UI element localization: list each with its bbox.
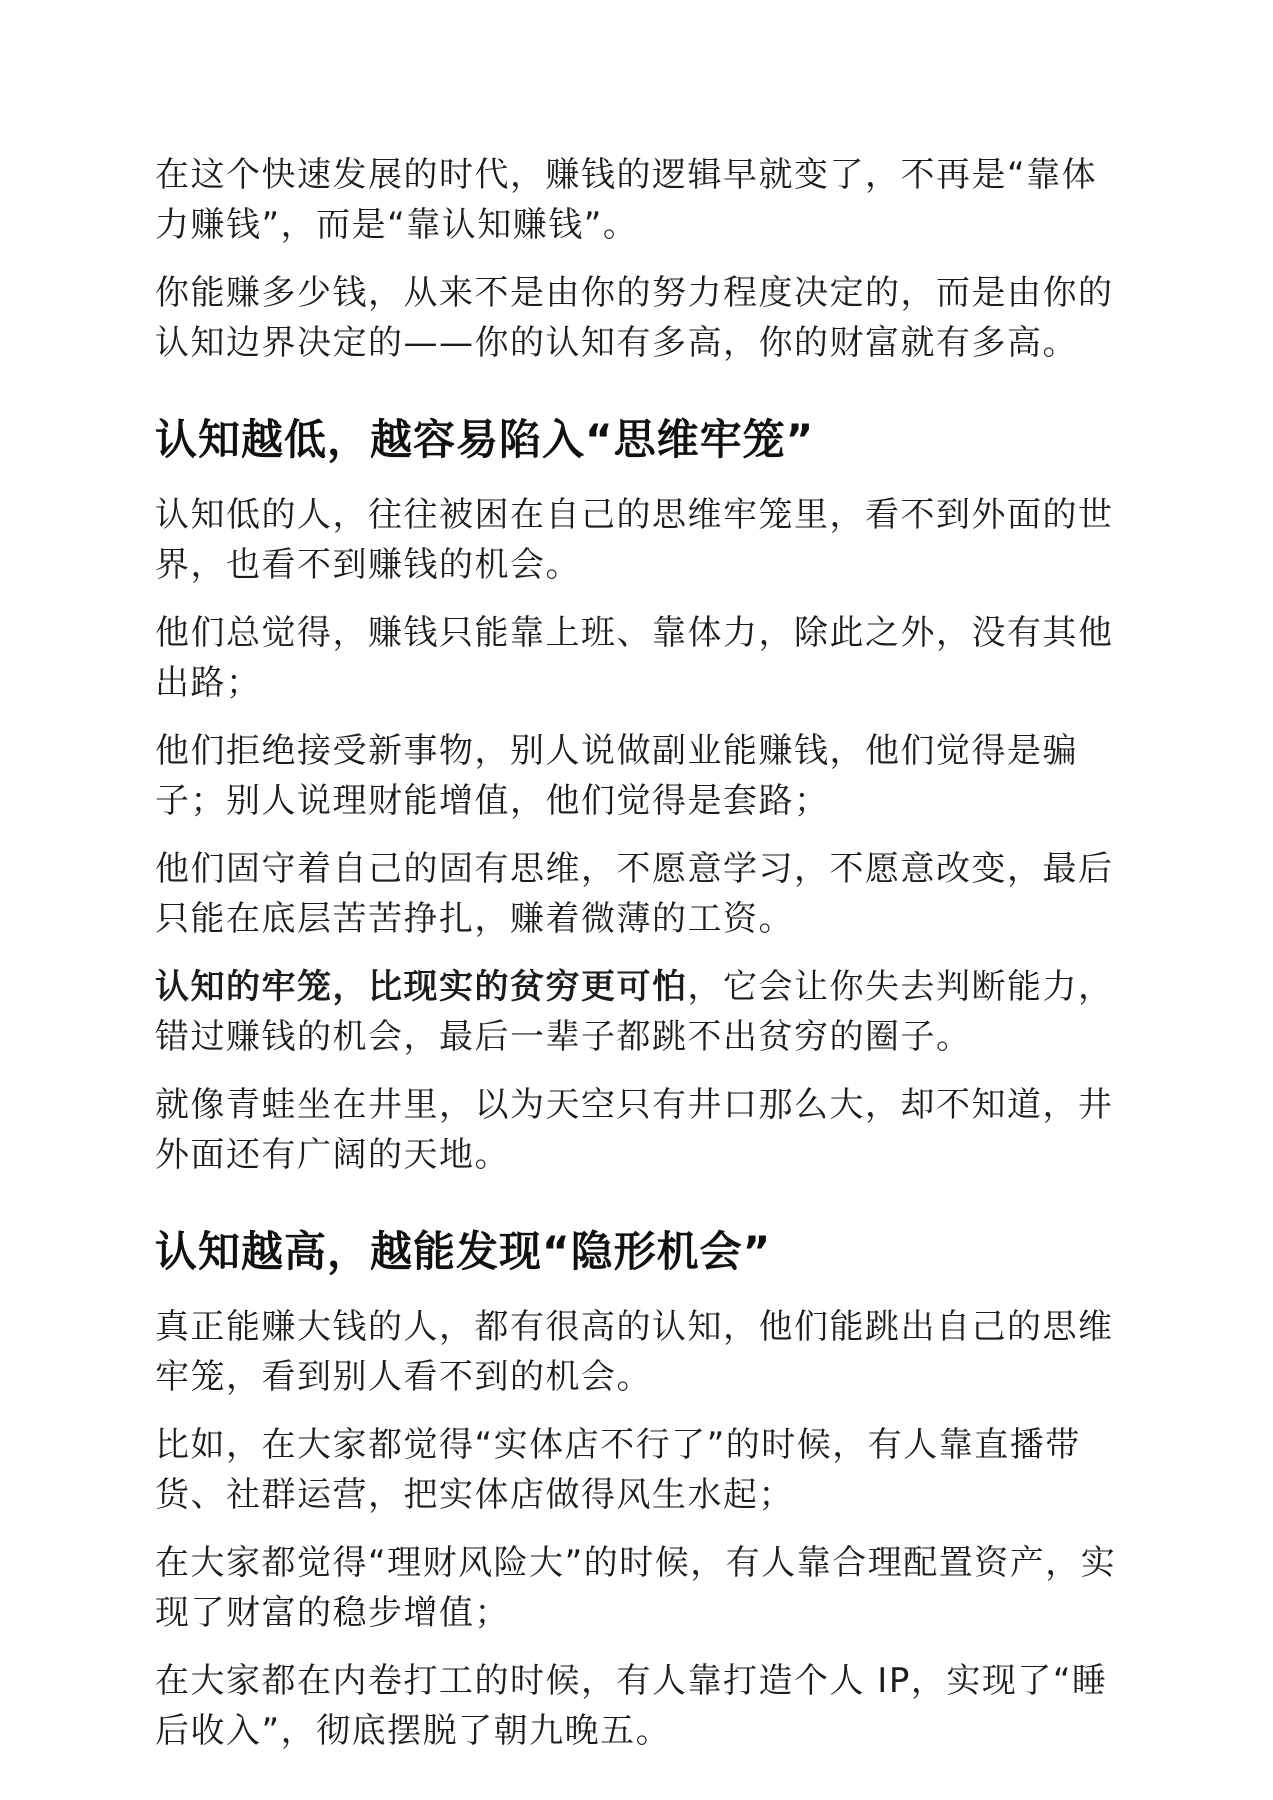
intro-paragraph-1: 在这个快速发展的时代，赚钱的逻辑早就变了，不再是“靠体力赚钱”，而是“靠认知赚钱”。 (155, 155, 1098, 245)
section-1-paragraph-2: 他们总觉得，赚钱只能靠上班、靠体力，除此之外，没有其他出路； (155, 613, 1114, 703)
article-body (155, 150, 1130, 1774)
intro-paragraph-2: 你能赚多少钱，从来不是由你的努力程度决定的，而是由你的认知边界决定的——你的认知有多高，你的财富就有多高。 (155, 273, 1114, 363)
section-1-paragraph-5 (155, 962, 1130, 1062)
section-2-paragraph-3: 在大家都觉得“理财风险大”的时候，有人靠合理配置资产，实现了财富的稳步增值； (155, 1543, 1117, 1633)
paragraph-text: ，它会让你失去判断能力，错过赚钱的机会，最后一辈子都跳不出贫穷的圈子。 (155, 967, 1114, 1057)
section-1-paragraph-4: 他们固守着自己的固有思维，不愿意学习，不愿意改变，最后只能在底层苦苦挣扎，赚着微薄的工资。 (155, 849, 1114, 939)
section-2-heading: 认知越高，越能发现“隐形机会” (155, 1227, 772, 1276)
section-2-paragraph-1: 真正能赚大钱的人，都有很高的认知，他们能跳出自己的思维牢笼，看到别人看不到的机会。 (155, 1307, 1114, 1397)
emphasis-text: 认知的牢笼，比现实的贫穷更可怕 (155, 967, 688, 1007)
section-1-heading: 认知越低，越容易陷入“思维牢笼” (155, 415, 815, 464)
section-1-paragraph-3: 他们拒绝接受新事物，别人说做副业能赚钱，他们觉得是骗子；别人说理财能增值，他们觉得是套路； (155, 731, 1078, 821)
section-1-paragraph-1: 认知低的人，往往被困在自己的思维牢笼里，看不到外面的世界，也看不到赚钱的机会。 (155, 495, 1114, 585)
section-2-paragraph-4: 在大家都在内卷打工的时候，有人靠打造个人 IP，实现了“睡后收入”，彻底摆脱了朝九晚五。 (155, 1661, 1108, 1751)
section-1-paragraph-6: 就像青蛙坐在井里，以为天空只有井口那么大，却不知道，井外面还有广阔的天地。 (155, 1085, 1114, 1175)
section-2-paragraph-2: 比如，在大家都觉得“实体店不行了”的时候，有人靠直播带货、社群运营，把实体店做得风生水起； (155, 1425, 1081, 1515)
